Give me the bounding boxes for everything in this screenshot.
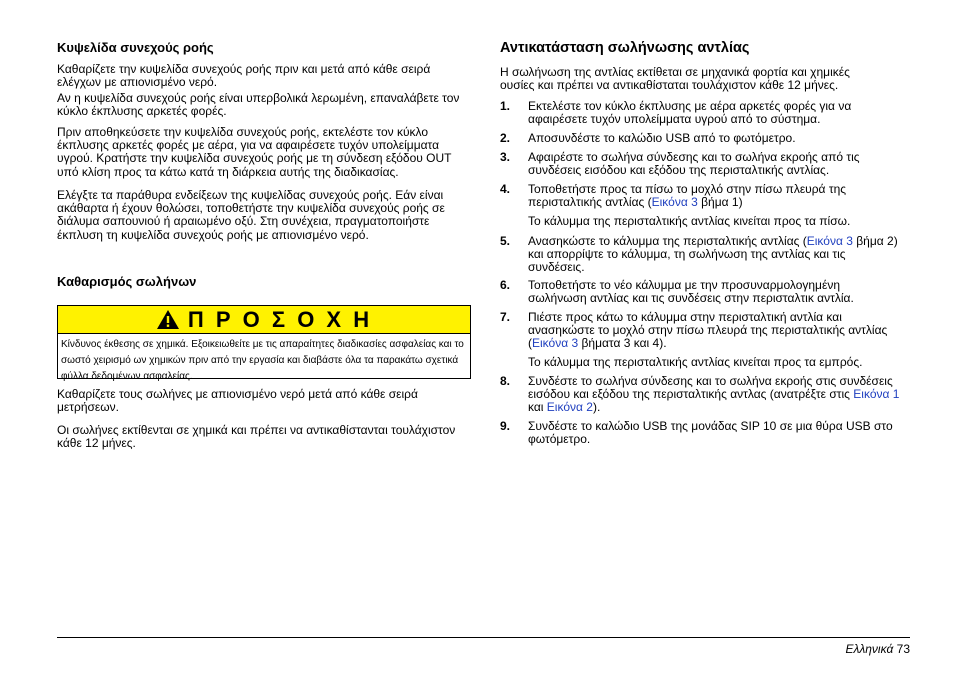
step-text: Εκτελέστε τον κύκλο έκπλυσης με αέρα αρκετές φορές για να αφαιρέσετε τυχόν υπολείμματα υγρού από το σύστημα. xyxy=(528,99,852,127)
list-item xyxy=(500,151,900,177)
caution-header xyxy=(58,306,470,334)
footer-divider xyxy=(57,637,910,638)
warning-triangle-icon xyxy=(156,309,180,330)
step-number: 7. xyxy=(500,310,511,324)
step-number: 9. xyxy=(500,419,511,433)
step-text: Πιέστε προς κάτω το κάλυμμα στην περισταλτική αντλία και ανασηκώστε το μοχλό στην πίσω πλευρά της περισταλτικής αντλίας (Εικόνα 3 βήματα 3 και 4). xyxy=(528,310,888,351)
figure-link[interactable]: Εικόνα 1 xyxy=(853,387,900,402)
step-number: 2. xyxy=(500,131,511,145)
step-text: Τοποθετήστε προς τα πίσω το μοχλό στην πίσω πλευρά της περισταλτικής αντλίας (Εικόνα 3 βήμα 1) xyxy=(528,182,847,210)
paragraph: Καθαρίζετε την κυψελίδα συνεχούς ροής πριν και μετά από κάθε σειρά ελέγχων με απιονισμένο νερό. xyxy=(57,62,431,90)
step-text: Συνδέστε το σωλήνα σύνδεσης και το σωλήνα εκροής στις συνδέσεις εισόδου και εξόδου της περισταλτικής αντλας (ανατρέξτε στις Εικόνα 1 και Εικόνα 2). xyxy=(528,374,900,415)
paragraph: Η σωλήνωση της αντλίας εκτίθεται σε μηχανικά φορτία και χημικές ουσίες και πρέπει να αντικαθίσταται τουλάχιστον κάθε 12 μήνες. xyxy=(500,65,850,93)
step-number: 3. xyxy=(500,150,511,164)
section-heading-flow-cell: Κυψελίδα συνεχούς ροής xyxy=(57,40,214,55)
caution-text: Κίνδυνος έκθεσης σε χημικά. Εξοικειωθείτε με τις απαραίτητες διαδικασίες ασφαλείας και το σωστό χειρισμό ων χημικών πριν από την εργασία και διαβάστε όλα τα παρακάτω σχετικά φύλλα δεδομένων ασφαλείας. xyxy=(61,339,464,382)
step-text: Αφαιρέστε το σωλήνα σύνδεσης και το σωλήνα εκροής από τις συνδέσεις εισόδου και εξόδου της περισταλτικής αντλίας. xyxy=(528,150,860,178)
figure-link[interactable]: Εικόνα 2 xyxy=(546,400,593,415)
list-item xyxy=(500,420,900,446)
caution-title: Π Ρ Ο Σ Ο Χ Η xyxy=(187,306,373,332)
step-number: 6. xyxy=(500,278,511,292)
section-heading-tube-cleaning: Καθαρισμός σωλήνων xyxy=(57,274,197,289)
step-text: Αποσυνδέστε το καλώδιο USB από το φωτόμετρο. xyxy=(528,131,796,145)
step-text: Τοποθετήστε το νέο κάλυμμα με την προσυναρμολογημένη σωλήνωση αντλίας και τις συνδέσεις στην περισταλτικ αντλία. xyxy=(528,278,854,306)
list-item xyxy=(500,279,900,305)
caution-box xyxy=(57,305,471,382)
list-item xyxy=(500,235,900,275)
paragraph: Ελέγξτε τα παράθυρα ενδείξεων της κυψελίδας συνεχούς ροής. Εάν είναι ακάθαρτα ή έχουν θολώσει, τοποθετήστε την κυψελίδα συνεχούς ροής σε διάλυμα σαπουνιού ή αραιωμένο οξύ. Στη συνέχεια, πραγματοποιήστε έκπλυση τη κυψελίδα συνεχούς ροής με απιονισμένο νερό. xyxy=(57,188,445,242)
section-heading-pump-tubing: Αντικατάσταση σωλήνωσης αντλίας xyxy=(500,40,750,56)
paragraph: Πριν αποθηκεύσετε την κυψελίδα συνεχούς ροής, εκτελέστε τον κύκλο έκπλυσης αρκετές φορές με αέρα, για να αφαιρέσετε τυχόν υπολείμματα υγρού. Κρατήστε την κυψελίδα συνεχούς ροής με τη σύνδεση εξόδου OUT υπό κλίση προς τα κάτω κατά τη διάρκεια αυτής της διαδικασίας. xyxy=(57,125,452,179)
figure-link[interactable]: Εικόνα 3 xyxy=(651,195,698,210)
step-result: Το κάλυμμα της περισταλτικής αντλίας κινείται προς τα πίσω. xyxy=(528,214,851,228)
paragraph: Οι σωλήνες εκτίθενται σε χημικά και πρέπει να αντικαθίστανται τουλάχιστον κάθε 12 μήνες. xyxy=(57,423,456,451)
page-footer xyxy=(845,642,910,656)
list-item xyxy=(500,100,900,126)
page-number: 73 xyxy=(896,642,910,656)
step-result: Το κάλυμμα της περισταλτικής αντλίας κινείται προς τα εμπρός. xyxy=(528,355,863,369)
step-text: Ανασηκώστε το κάλυμμα της περισταλτικής αντλίας (Εικόνα 3 βήμα 2) και απορρίψτε το κάλυμμα, τη σωλήνωση της αντλίας και τις συνδέσεις. xyxy=(528,234,898,275)
figure-link[interactable]: Εικόνα 3 xyxy=(532,336,579,351)
list-item xyxy=(500,132,900,145)
paragraph: Αν η κυψελίδα συνεχούς ροής είναι υπερβολικά λερωμένη, επαναλάβετε τον κύκλο έκπλυσης αρκετές φορές. xyxy=(57,91,460,119)
step-number: 4. xyxy=(500,182,511,196)
figure-link[interactable]: Εικόνα 3 xyxy=(806,234,853,248)
list-item xyxy=(500,183,900,209)
step-number: 5. xyxy=(500,234,511,248)
step-number: 1. xyxy=(500,99,511,113)
step-text: Συνδέστε το καλώδιο USB της μονάδας SIP 10 σε μια θύρα USB στο φωτόμετρο. xyxy=(528,419,893,447)
list-item xyxy=(500,311,900,351)
step-number: 8. xyxy=(500,374,511,388)
footer-language: Ελληνικά xyxy=(845,642,894,656)
list-item xyxy=(500,375,900,415)
paragraph: Καθαρίζετε τους σωλήνες με απιονισμένο νερό μετά από κάθε σειρά μετρήσεων. xyxy=(57,387,418,415)
